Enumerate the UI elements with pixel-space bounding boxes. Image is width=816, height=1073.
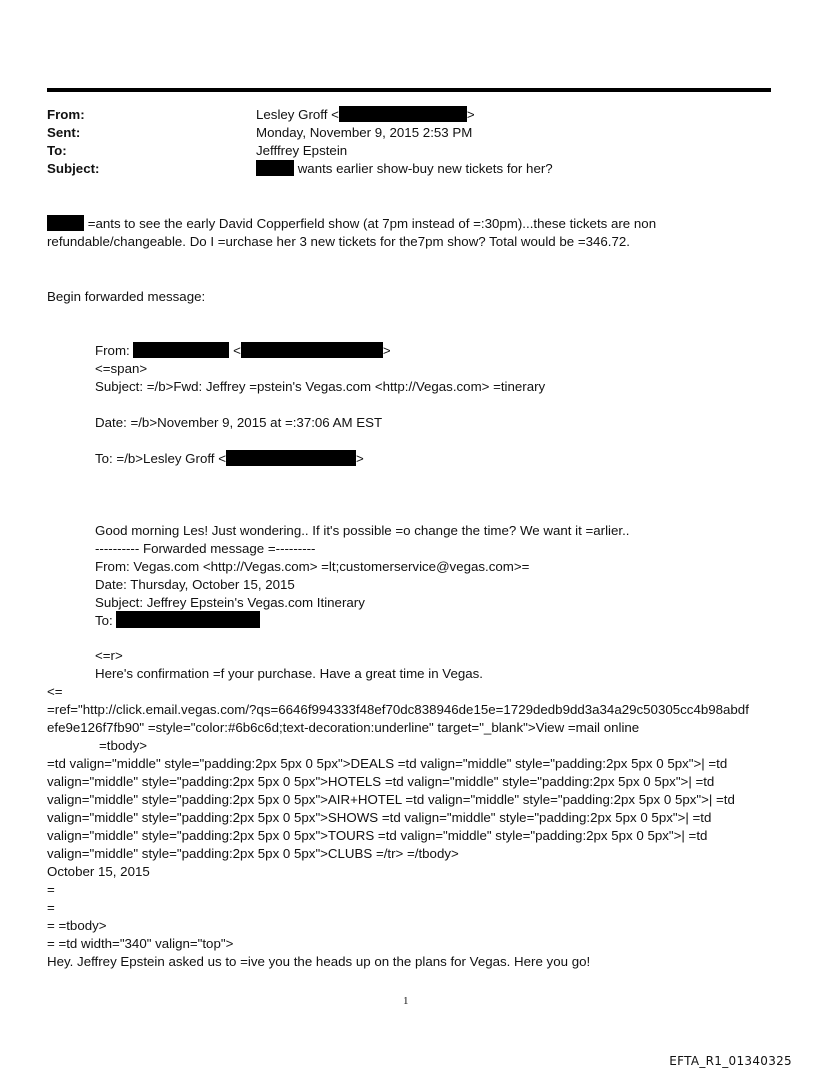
raw-line-10: valign="middle" style="padding:2px 5px 0 5px">CLUBS =/tr> =/tbody> [47, 846, 459, 861]
fwd-from-line [95, 342, 391, 360]
raw-line-12: = [47, 882, 55, 897]
fwd-from-label: From: [95, 343, 130, 358]
inner-date-line: Date: Thursday, October 15, 2015 [95, 577, 295, 592]
raw-line-6: valign="middle" style="padding:2px 5px 0 5px">HOTELS =td valign="middle" style="padding:2px 5px 0 5px">| =td [47, 774, 715, 789]
fwd-span-line: <=span> [95, 361, 148, 376]
redaction-box [116, 611, 260, 628]
raw-line-1: <= [47, 684, 63, 699]
top-rule [47, 88, 771, 92]
subject-value [256, 160, 553, 178]
raw-line-16: Hey. Jeffrey Epstein asked us to =ive you the heads up on the plans for Vegas. Here you go! [47, 954, 591, 969]
from-close: > [466, 107, 475, 122]
subject-label: Subject: [47, 161, 100, 176]
fwd-to-gt: > [355, 451, 364, 466]
redaction-box [226, 450, 356, 466]
redaction-box [339, 106, 467, 122]
body-line-1-text: =ants to see the early David Copperfield show (at 7pm instead of =:30pm)...these tickets are non [87, 216, 657, 231]
body-line-2: refundable/changeable. Do I =urchase her 3 new tickets for the7pm show? Total would be =346.72. [47, 234, 630, 249]
inner-to-label: To: [95, 613, 113, 628]
from-label: From: [47, 107, 85, 122]
fwd-marker-line: ---------- Forwarded message =--------- [95, 541, 316, 556]
body-line-1 [47, 215, 656, 233]
fwd-from-gt: > [382, 343, 391, 358]
raw-line-4: =tbody> [99, 738, 148, 753]
to-label: To: [47, 143, 67, 158]
good-morning-line: Good morning Les! Just wondering.. If it's possible =o change the time? We want it =arlier.. [95, 523, 630, 538]
raw-line-14: = =tbody> [47, 918, 107, 933]
confirmation-line: Here's confirmation =f your purchase. Have a great time in Vegas. [95, 666, 483, 681]
raw-line-9: valign="middle" style="padding:2px 5px 0 5px">TOURS =td valign="middle" style="padding:2px 5px 0 5px">| =td [47, 828, 708, 843]
raw-line-2: =ref="http://click.email.vegas.com/?qs=6646f994333f48ef70dc838946de15e=1729dedb9dd3a34a29c50305cc4b98abdf [47, 702, 749, 717]
inner-from-line: From: Vegas.com <http://Vegas.com> =lt;customerservice@vegas.com>= [95, 559, 530, 574]
to-value: Jefffrey Epstein [256, 143, 348, 158]
fwd-to-text: To: =/b>Lesley Groff < [95, 451, 226, 466]
from-name: Lesley Groff < [256, 107, 339, 122]
r-tag-line: <=r> [95, 648, 123, 663]
raw-line-5: =td valign="middle" style="padding:2px 5px 0 5px">DEALS =td valign="middle" style="padding:2px 5px 0 5px">| =td [47, 756, 728, 771]
redaction-box [241, 342, 383, 358]
fwd-date-line: Date: =/b>November 9, 2015 at =:37:06 AM EST [95, 415, 383, 430]
fwd-subject-line: Subject: =/b>Fwd: Jeffrey =pstein's Vegas.com <http://Vegas.com> =tinerary [95, 379, 546, 394]
raw-line-15: = =td width="340" valign="top"> [47, 936, 234, 951]
fwd-from-lt: < [233, 343, 241, 358]
subject-text: wants earlier show-buy new tickets for her? [297, 161, 553, 176]
inner-to-line [95, 611, 260, 630]
bates-number: EFTA_R1_01340325 [669, 1054, 792, 1068]
raw-line-8: valign="middle" style="padding:2px 5px 0 5px">SHOWS =td valign="middle" style="padding:2px 5px 0 5px">| =td [47, 810, 712, 825]
begin-forwarded: Begin forwarded message: [47, 289, 206, 304]
sent-label: Sent: [47, 125, 81, 140]
raw-line-13: = [47, 900, 55, 915]
page-number: 1 [403, 995, 409, 1007]
from-value [256, 106, 475, 124]
raw-line-11: October 15, 2015 [47, 864, 150, 879]
sent-value: Monday, November 9, 2015 2:53 PM [256, 125, 473, 140]
redaction-box [256, 160, 294, 176]
fwd-to-line [95, 450, 364, 468]
inner-subject-line: Subject: Jeffrey Epstein's Vegas.com Itinerary [95, 595, 365, 610]
redaction-box [133, 342, 229, 358]
redaction-box [47, 215, 84, 231]
raw-line-7: valign="middle" style="padding:2px 5px 0 5px">AIR+HOTEL =td valign="middle" style="padding:2px 5px 0 5px">| =td [47, 792, 735, 807]
raw-line-3: efe9e126f7fb90" =style="color:#6b6c6d;text-decoration:underline" target="_blank">View =mail online [47, 720, 640, 735]
